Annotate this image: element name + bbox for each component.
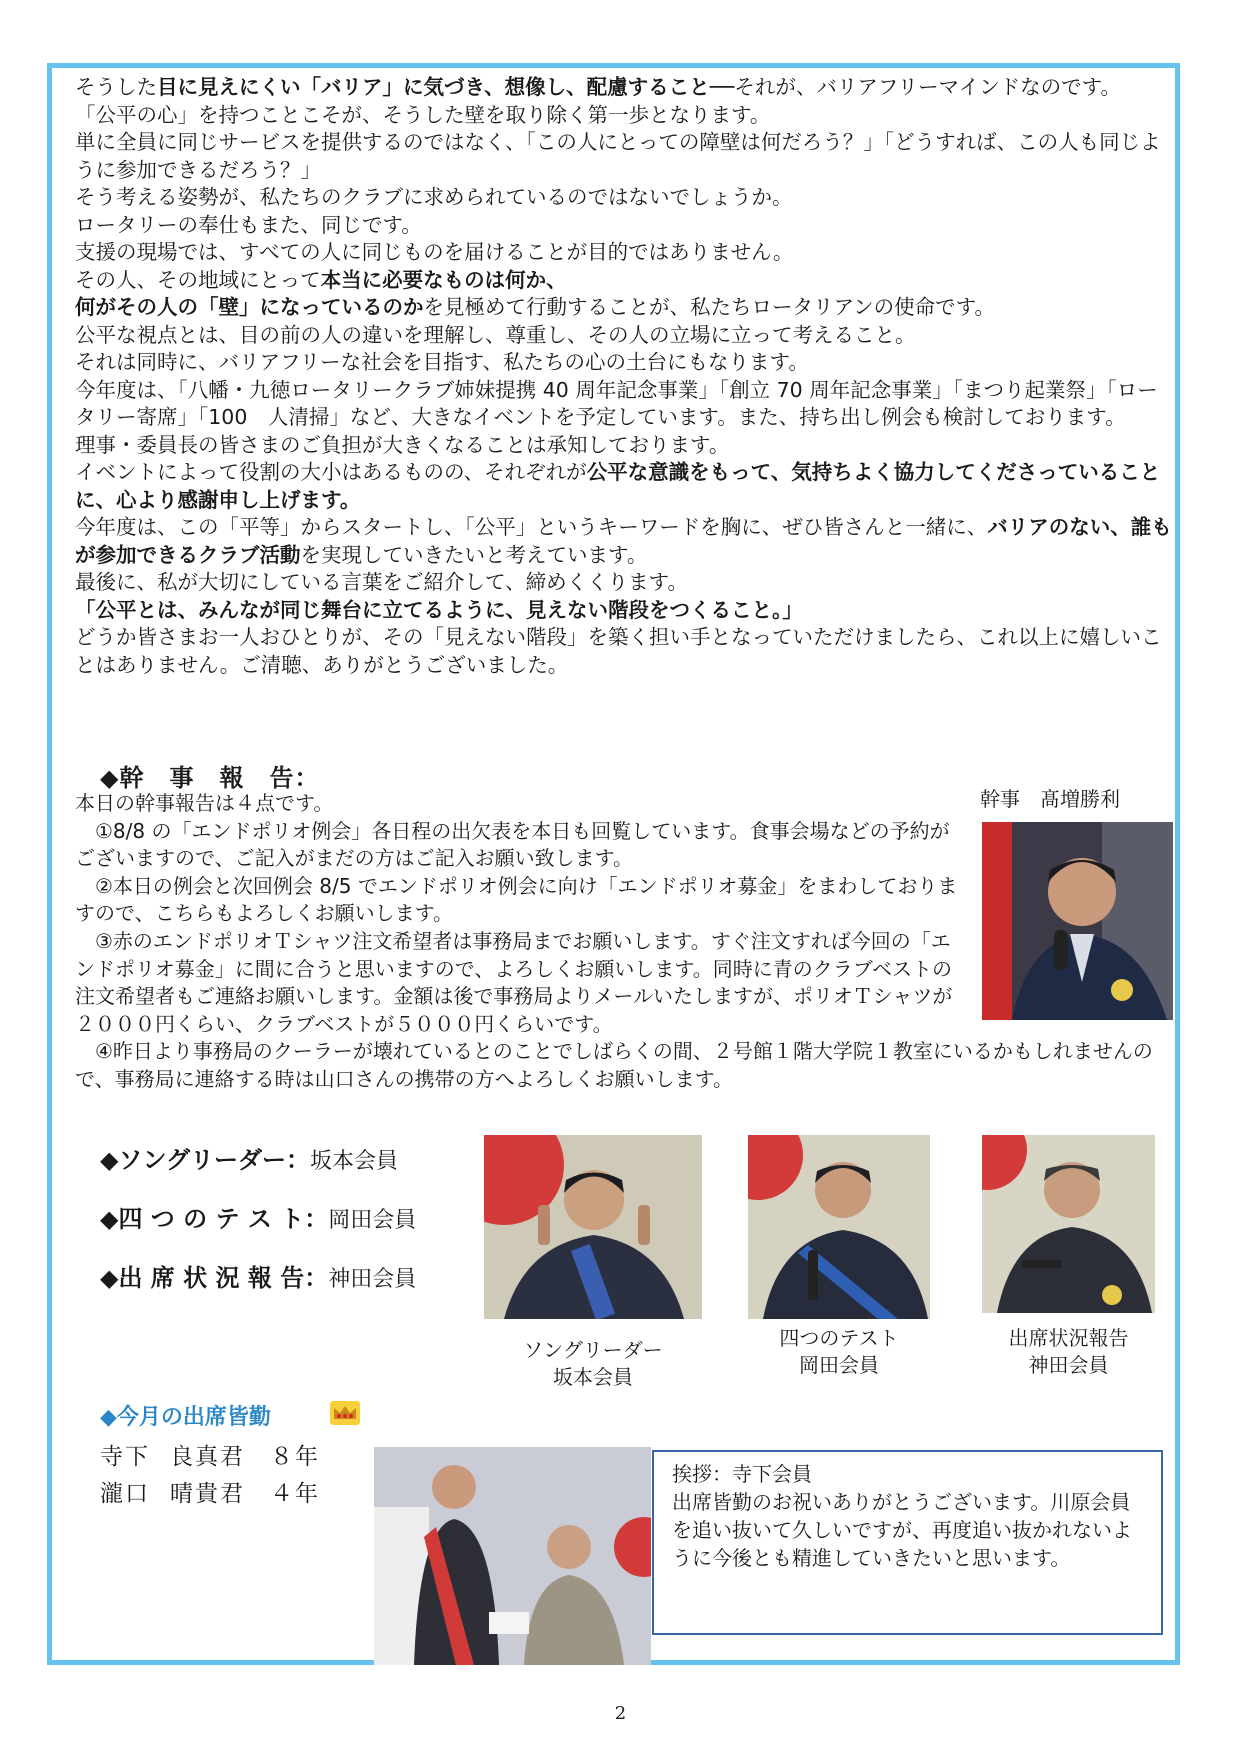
member-given-name: 晴貴君 xyxy=(170,1481,245,1507)
role-song-leader xyxy=(100,1140,398,1175)
speech-run: を見極めて行動することが、私たちロータリアンの使命です。 xyxy=(423,295,996,319)
secretary-intro: 本日の幹事報告は４点です。 xyxy=(75,791,334,815)
speech-run: 理事・委員長の皆さまのご負担が大きくなることは承知しております。 xyxy=(75,432,730,457)
speech-paragraph xyxy=(75,459,1175,514)
role-sep: ： xyxy=(285,1146,310,1174)
four-way-test-photo xyxy=(748,1135,930,1319)
speech-run: 今年度は、この「平等」からスタートし、「公平」というキーワードを胸に、ぜひ皆さんと一緒に、 xyxy=(75,515,988,539)
speech-run: そうした xyxy=(75,75,157,99)
attendance-report-caption xyxy=(982,1325,1155,1379)
speech-paragraph xyxy=(75,102,1175,130)
secretary-item-2: ②本日の例会と次回例会 8/5 でエンドポリオ例会に向け「エンドポリオ募金」をまわしておりますので、こちらもよろしくお願いします。 xyxy=(75,873,958,926)
role-label: ◆四 つ の テ ス ト xyxy=(100,1205,305,1233)
speech-paragraph xyxy=(75,267,1175,295)
member-given-name: 良真君 xyxy=(170,1444,245,1470)
member-surname: 瀧口 xyxy=(100,1481,150,1507)
speech-run: 支援の現場では、すべての人に同じものを届けることが目的ではありません。 xyxy=(75,240,794,264)
speech-run: ──それが、バリアフリーマインドなのです。 xyxy=(709,75,1122,99)
speech-paragraph xyxy=(75,514,1175,569)
attendance-member-1 xyxy=(100,1438,320,1471)
caption-line1: 出席状況報告 xyxy=(1008,1326,1129,1350)
four-way-test-caption xyxy=(748,1325,930,1379)
speech-emphasis: 「公平とは、みんなが同じ舞台に立てるように、見えない階段をつくること。」 xyxy=(75,597,803,622)
greeting-text: 出席皆勤のお祝いありがとうございます。川原会員を追い抜いて久しいですが、再度追い抜かれないように今後とも精進していきたいと思います。 xyxy=(672,1490,1132,1570)
speech-emphasis: 本当に必要なものは何か、 xyxy=(320,267,567,292)
speech-run: そう考える姿勢が、私たちのクラブに求められているのではないでしょうか。 xyxy=(75,185,793,209)
secretary-report-text xyxy=(75,790,965,1038)
caption-line1: 四つのテスト xyxy=(779,1326,899,1350)
member-years: ４年 xyxy=(270,1481,320,1507)
speech-paragraph xyxy=(75,239,1175,267)
secretary-item-4: ④昨日より事務局のクーラーが壊れているとのことでしばらくの間、２号館１階大学院１教室にいるかもしれませんので、事務局に連絡する時は山口さんの携帯の方へよろしくお願いします。 xyxy=(75,1039,1153,1091)
attendance-report-photo-image xyxy=(982,1135,1155,1313)
role-four-way-test xyxy=(100,1199,416,1234)
award-photo-image xyxy=(374,1447,651,1665)
song-leader-photo xyxy=(484,1135,702,1319)
secretary-item-3: ③赤のエンドポリオＴシャツ注文希望者は事務局までお願いします。すぐ注文すれば今回の「エンドポリオ募金」に間に合うと思いますので、よろしくお願いします。同時に青のクラブベストの注文希望者もご連絡お願いします。金額は後で事務局よりメールいたしますが、ポリオＴシャツが２０００円くらい、クラブベストが５０００円くらいです。 xyxy=(75,928,953,1036)
attendance-report-photo xyxy=(982,1135,1155,1313)
attendance-member-2 xyxy=(100,1475,320,1508)
speech-paragraph xyxy=(75,74,1175,102)
member-years: ８年 xyxy=(270,1444,320,1470)
speech-emphasis: 目に見えにくい「バリア」に気づき、想像し、配慮すること xyxy=(157,75,710,99)
speech-paragraph xyxy=(75,569,1175,597)
speech-paragraph xyxy=(75,212,1175,240)
speech-paragraph xyxy=(75,432,1175,460)
secretary-photo-caption: 幹事 髙増勝利 xyxy=(980,787,1120,811)
perfect-attendance-title: ◆今月の出席皆勤 xyxy=(100,1405,271,1430)
speech-run: 今年度は、「八幡・九徳ロータリークラブ姉妹提携 40 周年記念事業」「創立 70 周年記念事業」「まつり起業祭」「ロータリー寄席」「100 人清掃」など、大きなイベントを予定しています。また、持ち出し例会も検討しております。 xyxy=(75,377,1158,429)
speech-paragraph xyxy=(75,322,1175,350)
greeting-title: 挨拶：寺下会員 xyxy=(672,1462,812,1486)
caption-line1: ソングリーダー xyxy=(523,1338,663,1362)
secretary-photo xyxy=(982,822,1173,1020)
song-leader-caption xyxy=(484,1337,702,1391)
speech-run: それは同時に、バリアフリーな社会を目指す、私たちの心の土台にもなります。 xyxy=(75,350,809,374)
four-way-test-photo-image xyxy=(748,1135,930,1319)
role-member: 岡田会員 xyxy=(328,1208,417,1233)
speech-paragraph xyxy=(75,294,1175,322)
speech-paragraph xyxy=(75,624,1175,679)
speech-run: その人、その地域にとって xyxy=(75,267,321,292)
award-photo xyxy=(374,1447,651,1665)
speech-emphasis: バリアのない、誰もが参加できるクラブ活動 xyxy=(75,515,1172,567)
greeting-box xyxy=(652,1450,1163,1635)
speech-run: 公平な視点とは、目の前の人の違いを理解し、尊重し、その人の立場に立って考えること。 xyxy=(75,322,916,347)
caption-line2: 坂本会員 xyxy=(553,1365,633,1389)
caption-line2: 岡田会員 xyxy=(799,1353,879,1377)
role-attendance-report xyxy=(100,1258,416,1293)
speech-emphasis: 公平な意識をもって、気持ちよく協力してくださっていることに、心より感謝申し上げます。 xyxy=(75,460,1161,512)
speech-paragraph xyxy=(75,597,1175,625)
page-number: 2 xyxy=(614,1703,627,1724)
secretary-report-heading: ◆幹 事 報 告： xyxy=(100,764,320,792)
secretary-photo-image xyxy=(982,822,1173,1020)
role-label: ◆出 席 状 況 報 告 xyxy=(100,1264,305,1292)
song-leader-photo-image xyxy=(484,1135,702,1319)
speech-run: 最後に、私が大切にしている言葉をご紹介して、締めくくります。 xyxy=(75,570,688,594)
speech-paragraph xyxy=(75,377,1175,432)
speech-text xyxy=(75,74,1175,679)
secretary-item-1: ①8/8 の「エンドポリオ例会」各日程の出欠表を本日も回覧しています。食事会場などの予約がございますので、ご記入がまだの方はご記入お願い致します。 xyxy=(75,818,950,871)
speech-run: どうか皆さまお一人おひとりが、その「見えない階段」を築く担い手となっていただけましたら、これ以上に嬉しいことはありません。ご清聴、ありがとうございました。 xyxy=(75,625,1162,677)
role-member: 坂本会員 xyxy=(309,1149,398,1174)
speech-run: ロータリーの奉仕もまた、同じです。 xyxy=(75,212,422,237)
role-label: ◆ソングリーダー xyxy=(100,1146,286,1174)
speech-run: イベントによって役割の大小はあるものの、それぞれが xyxy=(75,460,587,484)
speech-paragraph xyxy=(75,129,1175,184)
speech-paragraph xyxy=(75,184,1175,212)
speech-paragraph xyxy=(75,349,1175,377)
member-surname: 寺下 xyxy=(100,1444,150,1470)
speech-run: 単に全員に同じサービスを提供するのではなく、「この人にとっての障壁は何だろう？」「どうすれば、この人も同じように参加できるだろう？」 xyxy=(75,130,1161,182)
speech-emphasis: 何がその人の「壁」になっているのか xyxy=(75,295,424,319)
caption-line2: 神田会員 xyxy=(1028,1353,1109,1377)
crown-icon xyxy=(330,1401,360,1425)
speech-run: 「公平の心」を持つことこそが、そうした壁を取り除く第一歩となります。 xyxy=(75,102,771,127)
role-member: 神田会員 xyxy=(328,1267,417,1292)
role-sep: ： xyxy=(304,1205,329,1233)
role-sep: ： xyxy=(304,1264,329,1292)
speech-run: を実現していきたいと考えています。 xyxy=(300,542,648,567)
secretary-item-4-block xyxy=(75,1038,1175,1093)
